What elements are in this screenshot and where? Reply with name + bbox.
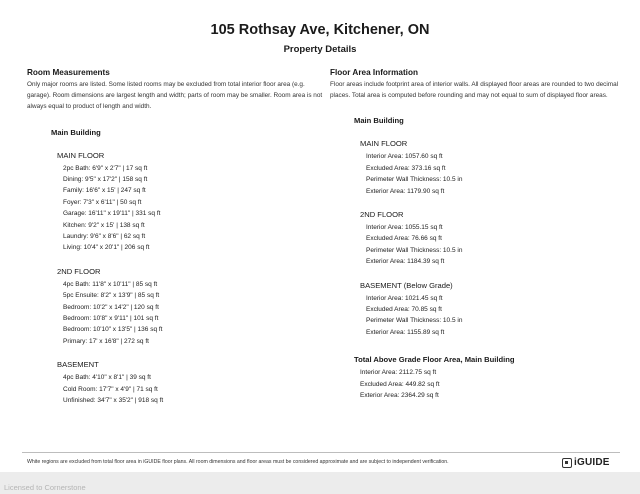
area-row: Excluded Area: 76.66 sq ft <box>366 235 442 243</box>
room-row: Bedroom: 10'8" x 9'11" | 101 sq ft <box>63 315 159 323</box>
footer-divider <box>22 452 620 453</box>
area-row: Exterior Area: 1184.39 sq ft <box>366 258 445 266</box>
room-row: Family: 16'6" x 15' | 247 sq ft <box>63 187 146 195</box>
area-row: Excluded Area: 70.85 sq ft <box>366 306 442 314</box>
area-row: Interior Area: 1021.45 sq ft <box>366 294 443 302</box>
area-floor-basement <box>360 280 630 339</box>
iguide-brand <box>562 457 610 468</box>
total-area-summary <box>354 354 630 401</box>
room-row: Laundry: 9'6" x 8'6" | 62 sq ft <box>63 233 146 241</box>
room-row: Dining: 9'5" x 17'2" | 158 sq ft <box>63 176 148 184</box>
floor-name: 2ND FLOOR <box>57 266 101 276</box>
floor-name: MAIN FLOOR <box>360 139 408 149</box>
room-row: Kitchen: 9'2" x 15' | 138 sq ft <box>63 221 145 229</box>
area-floor-2nd <box>360 209 630 268</box>
iguide-logo-icon <box>562 458 572 468</box>
area-row: Exterior Area: 1179.90 sq ft <box>366 187 445 195</box>
room-row: Unfinished: 34'7" x 35'2" | 918 sq ft <box>63 397 164 405</box>
area-floor-main <box>360 138 630 197</box>
room-building-name: Main Building <box>51 127 101 137</box>
area-row: Perimeter Wall Thickness: 10.5 in <box>366 317 463 325</box>
floor-name: BASEMENT <box>57 360 99 370</box>
area-row: Exterior Area: 1155.89 sq ft <box>366 328 445 336</box>
room-measurements-description: Only major rooms are listed. Some listed rooms may be excluded from total interior floor area (e.g. garage). Room dimensions are largest length and width; parts of room may be smaller. Room area is not always equal to product of length and width. <box>27 81 323 111</box>
room-row: Living: 10'4" x 20'1" | 206 sq ft <box>63 244 150 252</box>
page-title: 105 Rothsay Ave, Kitchener, ON <box>210 22 430 38</box>
area-row: Perimeter Wall Thickness: 10.5 in <box>366 176 463 184</box>
room-row: 2pc Bath: 6'9" x 2'7" | 17 sq ft <box>63 164 148 172</box>
iguide-brand-text: iGUIDE <box>574 457 610 468</box>
area-row: Excluded Area: 373.16 sq ft <box>366 164 446 172</box>
page-subtitle: Property Details <box>283 44 357 55</box>
room-row: Cold Room: 17'7" x 4'9" | 71 sq ft <box>63 385 158 393</box>
room-row: Bedroom: 10'2" x 14'2" | 120 sq ft <box>63 303 159 311</box>
room-floor-basement <box>57 359 327 406</box>
room-row: Garage: 16'11" x 19'11" | 331 sq ft <box>63 210 161 218</box>
area-building <box>354 115 630 338</box>
floor-area-heading: Floor Area Information <box>330 68 418 77</box>
room-building <box>51 127 327 407</box>
floor-name: 2ND FLOOR <box>360 210 404 220</box>
room-row: Primary: 17' x 16'8" | 272 sq ft <box>63 337 149 345</box>
room-row: Bedroom: 10'10" x 13'5" | 136 sq ft <box>63 326 163 334</box>
area-row: Interior Area: 1057.60 sq ft <box>366 153 443 161</box>
total-area-row: Interior Area: 2112.75 sq ft <box>360 369 437 377</box>
room-row: 5pc Ensuite: 8'2" x 13'9" | 85 sq ft <box>63 292 160 300</box>
room-measurements-section <box>27 67 327 407</box>
room-floor-main <box>57 150 327 254</box>
total-area-title: Total Above Grade Floor Area, Main Building <box>354 355 515 365</box>
room-measurements-heading: Room Measurements <box>27 68 110 77</box>
total-area-row: Exterior Area: 2364.29 sq ft <box>360 392 439 400</box>
floor-area-description: Floor areas include footprint area of interior walls. All displayed floor areas are rounded to two decimal places. Total area is computed before rounding and may not equal to sum of displayed floor areas. <box>330 81 619 100</box>
floor-name: MAIN FLOOR <box>57 150 105 160</box>
room-floor-2nd <box>57 266 327 347</box>
room-row: 4pc Bath: 11'8" x 10'11" | 85 sq ft <box>63 280 158 288</box>
room-row: Foyer: 7'3" x 6'11" | 50 sq ft <box>63 198 142 206</box>
floor-area-section <box>330 67 630 402</box>
area-row: Interior Area: 1055.15 sq ft <box>366 224 443 232</box>
area-building-name: Main Building <box>354 116 404 126</box>
licensed-band <box>0 472 640 494</box>
room-row: 4pc Bath: 4'10" x 8'1" | 39 sq ft <box>63 374 151 382</box>
area-row: Perimeter Wall Thickness: 10.5 in <box>366 246 463 254</box>
footer-disclaimer: White regions are excluded from total floor area in iGUIDE floor plans. All room dimensions and floor areas must be considered approximate and are subject to independent verification. <box>27 459 449 465</box>
total-area-row: Excluded Area: 449.82 sq ft <box>360 380 440 388</box>
floor-name: BASEMENT (Below Grade) <box>360 280 453 290</box>
licensed-watermark: Licensed to Cornerstone <box>4 483 86 492</box>
